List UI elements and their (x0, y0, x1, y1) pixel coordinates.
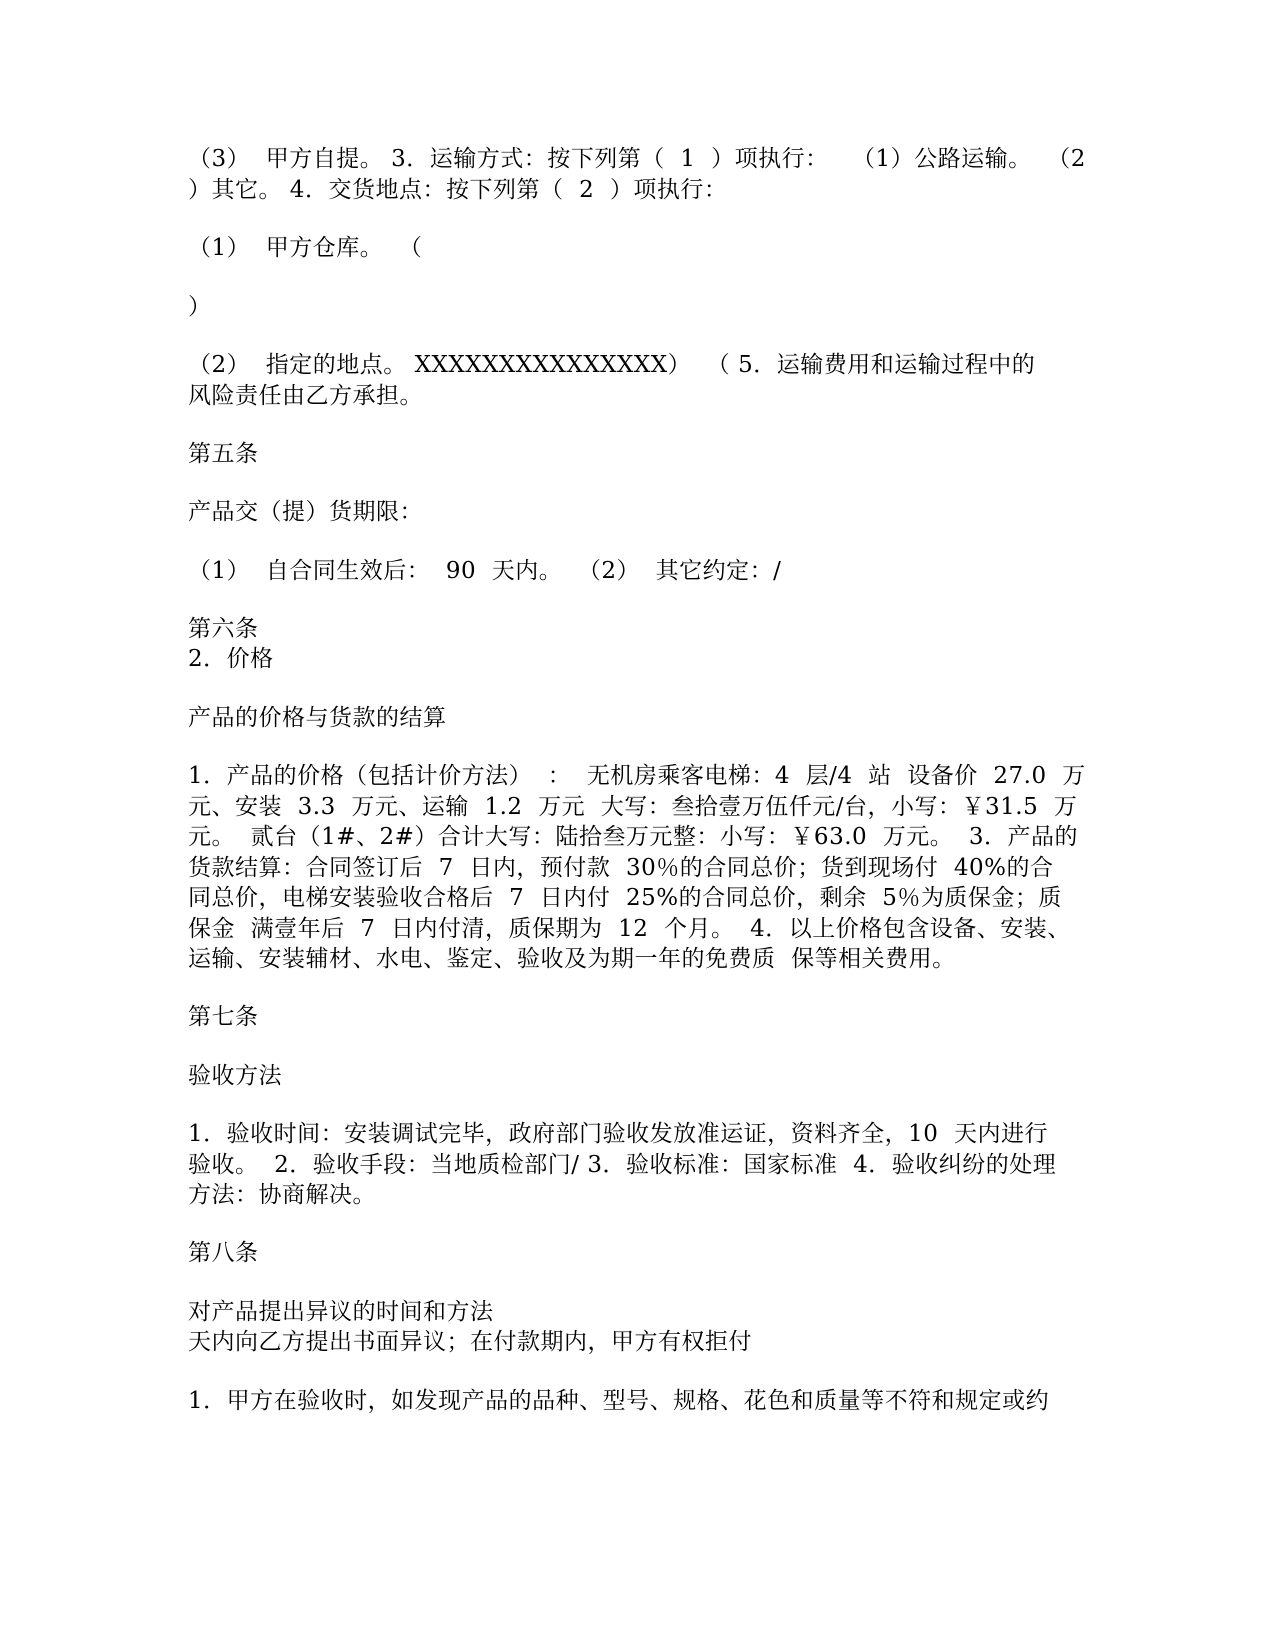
text-line: 同总价，电梯安装验收合格后 7 日内付 25%的合同总价，剩余 5％为质保金；质 (188, 885, 1062, 911)
text-line: 元。 贰台（1#、2#）合计大写：陆拾叁万元整：小写：￥63.0 万元。 3．产品的 (188, 824, 1079, 850)
text-line: 运输、安装辅材、水电、鉴定、验收及为期一年的免费质 保等相关费用。 (188, 946, 956, 972)
text-line: 天内向乙方提出书面异议；在付款期内，甲方有权拒付 (188, 1329, 752, 1355)
text-line: （1） 甲方仓库。 （ (188, 235, 423, 261)
section-heading: 第八条 (188, 1240, 259, 1266)
section-subtitle: 产品交（提）货期限： (188, 499, 423, 525)
text-line: 1．甲方在验收时，如发现产品的品种、型号、规格、花色和质量等不符和规定或约 (188, 1388, 1050, 1414)
section-heading: 第六条 (188, 616, 259, 642)
text-line: 风险责任由乙方承担。 (188, 383, 423, 409)
text-line: （1） 自合同生效后： 90 天内。 （2） 其它约定：/ (188, 558, 782, 584)
section-heading: 第七条 (188, 1004, 259, 1030)
section-subtitle: 产品的价格与货款的结算 (188, 705, 447, 731)
text-line: 保金 满壹年后 7 日内付清，质保期为 12 个月。 4．以上价格包含设备、安装、 (188, 916, 1071, 942)
text-line: 2．价格 (188, 646, 274, 672)
text-line: 元、安装 3.3 万元、运输 1.2 万元 大写：叁拾壹万伍仟元/台，小写：￥31.5 万 (188, 794, 1078, 820)
section-subtitle: 对产品提出异议的时间和方法 (188, 1299, 494, 1325)
section-subtitle: 验收方法 (188, 1063, 282, 1089)
section-heading: 第五条 (188, 441, 259, 467)
text-line: 1．产品的价格（包括计价方法） ： 无机房乘客电梯：4 层/4 站 设备价 27.0 万 (188, 763, 1086, 789)
text-line: （2） 指定的地点。 XXXXXXXXXXXXXXX） （ 5．运输费用和运输过程中的 (188, 352, 1036, 378)
text-line: 验收。 2．验收手段：当地质检部门/ 3．验收标准：国家标准 4．验收纠纷的处理 (188, 1152, 1057, 1178)
text-line: 货款结算：合同签订后 7 日内，预付款 30％的合同总价；货到现场付 40%的合 (188, 855, 1054, 881)
text-line: 1．验收时间：安装调试完毕，政府部门验收发放准运证，资料齐全，10 天内进行 (188, 1121, 1049, 1147)
text-line: ）其它。 4．交货地点：按下列第（ 2 ）项执行： (188, 177, 728, 203)
text-line: （3） 甲方自提。 3．运输方式：按下列第（ 1 ）项执行： （1）公路运输。 （2 (188, 146, 1086, 172)
text-line: 方法：协商解决。 (188, 1182, 376, 1208)
text-line: ） (188, 294, 212, 320)
